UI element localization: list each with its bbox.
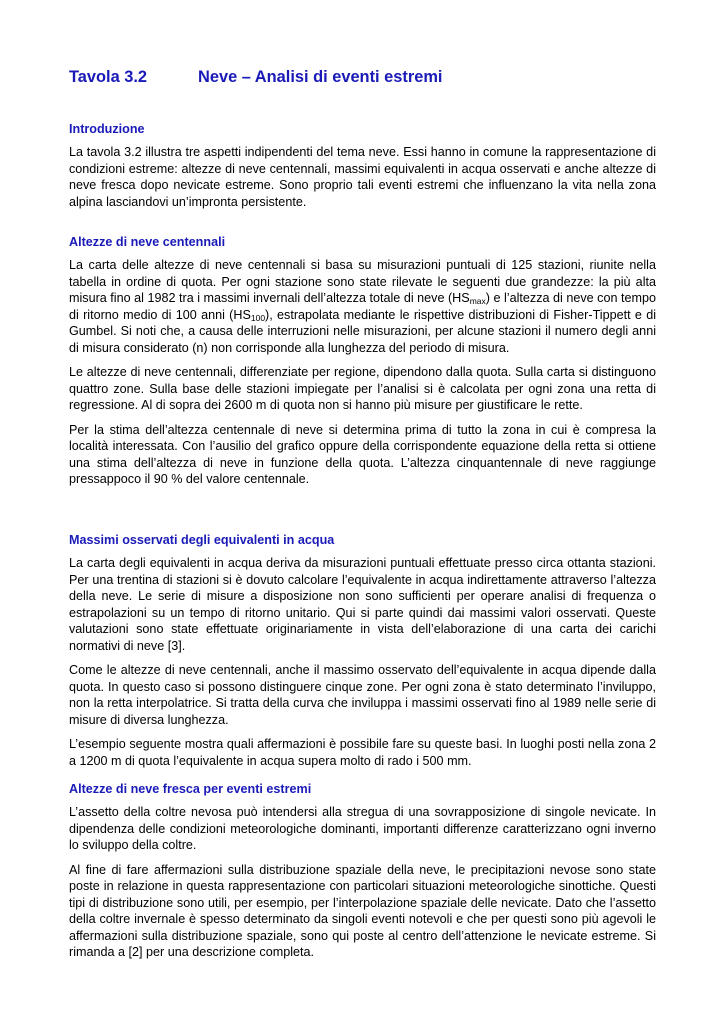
section-equivalenti-acqua [69,532,656,777]
section-altezze-centennali [69,234,656,496]
paragraph: Come le altezze di neve centennali, anche il massimo osservato dell’equivalente in acqua dipende dalla quota. In questo caso si possono distinguere cinque zone. Per ogni zona è stato determinato l’inviluppo, non la retta interpolatrice. Si tratta della curva che inviluppa i massimi osservati fino al 1989 nelle serie di misure di diversa lunghezza. [69,663,656,727]
section-heading: Altezze di neve fresca per eventi estremi [69,782,312,796]
paragraph: L’assetto della coltre nevosa può intendersi alla stregua di una sovrapposizione di singole nevicate. In dipendenza delle condizioni meteorologiche dominanti, importanti differenze caratterizzano ogni inverno lo sviluppo della coltre. [69,805,656,852]
plate-title: Neve – Analisi di eventi estremi [198,68,443,86]
section-heading: Introduzione [69,122,145,136]
paragraph: Al fine di fare affermazioni sulla distribuzione spaziale della neve, le precipitazioni nevose sono state poste in relazione in questa rappresentazione con particolari situazioni meteorologiche sinottiche. Questi tipi di distribuzione sono utili, per esempio, per l’interpolazione spaziale delle nevicate. Dato che l’assetto della coltre invernale è spesso determinato da singoli eventi notevoli e che per questi sono più agevoli le affermazioni sulla distribuzione spaziale, sono qui poste al centro dell’attenzione le nevicate estreme. Si rimanda a [2] per una descrizione completa. [69,862,656,959]
section-neve-fresca [69,781,656,969]
section-heading: Altezze di neve centennali [69,235,226,249]
plate-number: Tavola 3.2 [69,68,148,86]
paragraph: L’esempio seguente mostra quali affermazioni è possibile fare su queste basi. In luoghi posti nella zona 2 a 1200 m di quota l’equivalente in acqua supera molto di rado i 500 mm. [69,737,656,768]
paragraph: La carta delle altezze di neve centennali si basa su misurazioni puntuali di 125 stazioni, riunite nella tabella in ordine di quota. Per ogni stazione sono state rilevate le seguenti due grandezze: la più alta misura fino al 1982 tra i massimi invernali dell’altezza totale di neve $(HS_{max})$ e l’altezza di neve con tempo di ritorno medio di 100 anni $(HS_{100})$, estrapolata mediante le rispettive distribuzioni di Fisher-Tippett e di Gumbel. Si noti che, a causa delle interruzioni nelle misurazioni, per alcune stazioni il numero degli anni di misura considerato (n) non corrisponde alla lunghezza del periodo di misura. [69,258,657,355]
paragraph: Per la stima dell’altezza centennale di neve si determina prima di tutto la zona in cui è compresa la località interessata. Con l’ausilio del grafico oppure della corrispondente equazione della retta si ottiene una stima dell’altezza di neve in funzione della quota. L’altezza cinquantennale di neve raggiunge pressappoco il 90 % del valore centennale. [69,422,656,486]
paragraph: La tavola 3.2 illustra tre aspetti indipendenti del tema neve. Essi hanno in comune la rappresentazione di condizioni estreme: altezze di neve centennali, massimi equivalenti in acqua osservati e anche altezze di neve fresca dopo nevicate estreme. Sono proprio tali eventi estremi che influenzano la vita nella zona alpina lasciandovi un’impronta persistente. [69,145,656,209]
page-title [69,68,656,87]
section-introduzione [69,121,656,218]
paragraph: Le altezze di neve centennali, differenziate per regione, dipendono dalla quota. Sulla carta si distinguono quattro zone. Sulla base delle stazioni impiegate per l’analisi si è calcolata per ogni zona una retta di regressione. Al di sopra dei 2600 m di quota non si hanno più misure per giustificare le rette. [69,365,656,412]
paragraph: La carta degli equivalenti in acqua deriva da misurazioni puntuali effettuate presso circa ottanta stazioni. Per una trentina di stazioni si è dovuto calcolare l’equivalente in acqua indirettamente attraverso l’altezza della neve. Le serie di misure a disposizione non sono sufficienti per operare analisi di frequenza o estrapolazioni su un tempo di ritorno unitario. Qui si parte quindi dai massimi valori osservati. Queste valutazioni sono state effettuate originariamente in vista dell’elaborazione di una carta dei carichi normativi di neve [3]. [69,556,656,653]
section-heading: Massimi osservati degli equivalenti in acqua [69,533,335,547]
